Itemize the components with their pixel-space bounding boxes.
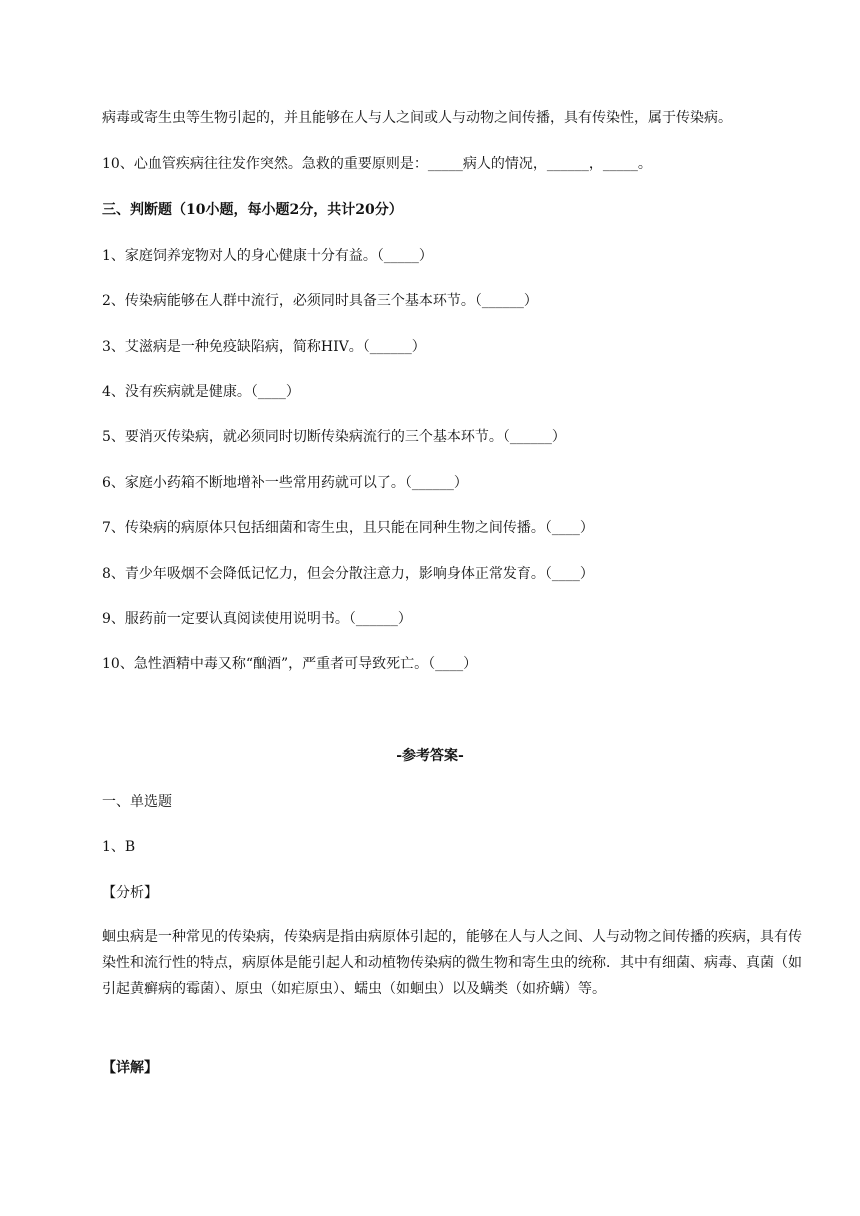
section-3-heading: 三、判断题（10小题，每小题2分，共计20分） [102,202,403,218]
detail-label: 【详解】 [102,1060,158,1076]
judge-item-6: 6、家庭小药箱不断地增补一些常用药就可以了。（______） [102,475,468,491]
judge-item-5: 5、要消灭传染病，就必须同时切断传染病流行的三个基本环节。（______） [102,429,566,445]
question-10-fill-in: 10、心血管疾病往往发作突然。急救的重要原则是：_____病人的情况，______，_____。 [102,156,652,172]
judge-item-8: 8、青少年吸烟不会降低记忆力，但会分散注意力，影响身体正常发育。（____） [102,566,594,582]
answer-section-1-heading: 一、单选题 [102,794,172,810]
judge-item-9: 9、服药前一定要认真阅读使用说明书。（______） [102,611,412,627]
answer-key-title: -参考答案- [396,748,464,764]
judge-item-7: 7、传染病的病原体只包括细菌和寄生虫，且只能在同种生物之间传播。（____） [102,520,594,536]
judge-item-2: 2、传染病能够在人群中流行，必须同时具备三个基本环节。（______） [102,293,538,309]
analysis-paragraph: 蛔虫病是一种常见的传染病，传染病是指由病原体引起的，能够在人与人之间、人与动物之间传播的疾病，具有传染性和流行性的特点，病原体是能引起人和动植物传染病的微生物和寄生虫的统称．其中有细菌、病毒、真菌（如引起黄癣病的霉菌）、原虫（如疟原虫）、蠕虫（如蛔虫）以及螨类（如疥螨）等。 [102,929,802,997]
judge-item-10: 10、急性酒精中毒又称“酗酒”，严重者可导致死亡。（____） [102,656,478,672]
answer-item-1: 1、B [102,839,136,855]
prev-question-continuation: 病毒或寄生虫等生物引起的，并且能够在人与人之间或人与动物之间传播，具有传染性，属于传染病。 [102,110,732,126]
judge-item-4: 4、没有疾病就是健康。（____） [102,384,300,400]
judge-item-3: 3、艾滋病是一种免疫缺陷病，简称HIV。（______） [102,339,426,355]
analysis-label: 【分析】 [102,885,158,901]
judge-item-1: 1、家庭饲养宠物对人的身心健康十分有益。（_____） [102,248,433,264]
